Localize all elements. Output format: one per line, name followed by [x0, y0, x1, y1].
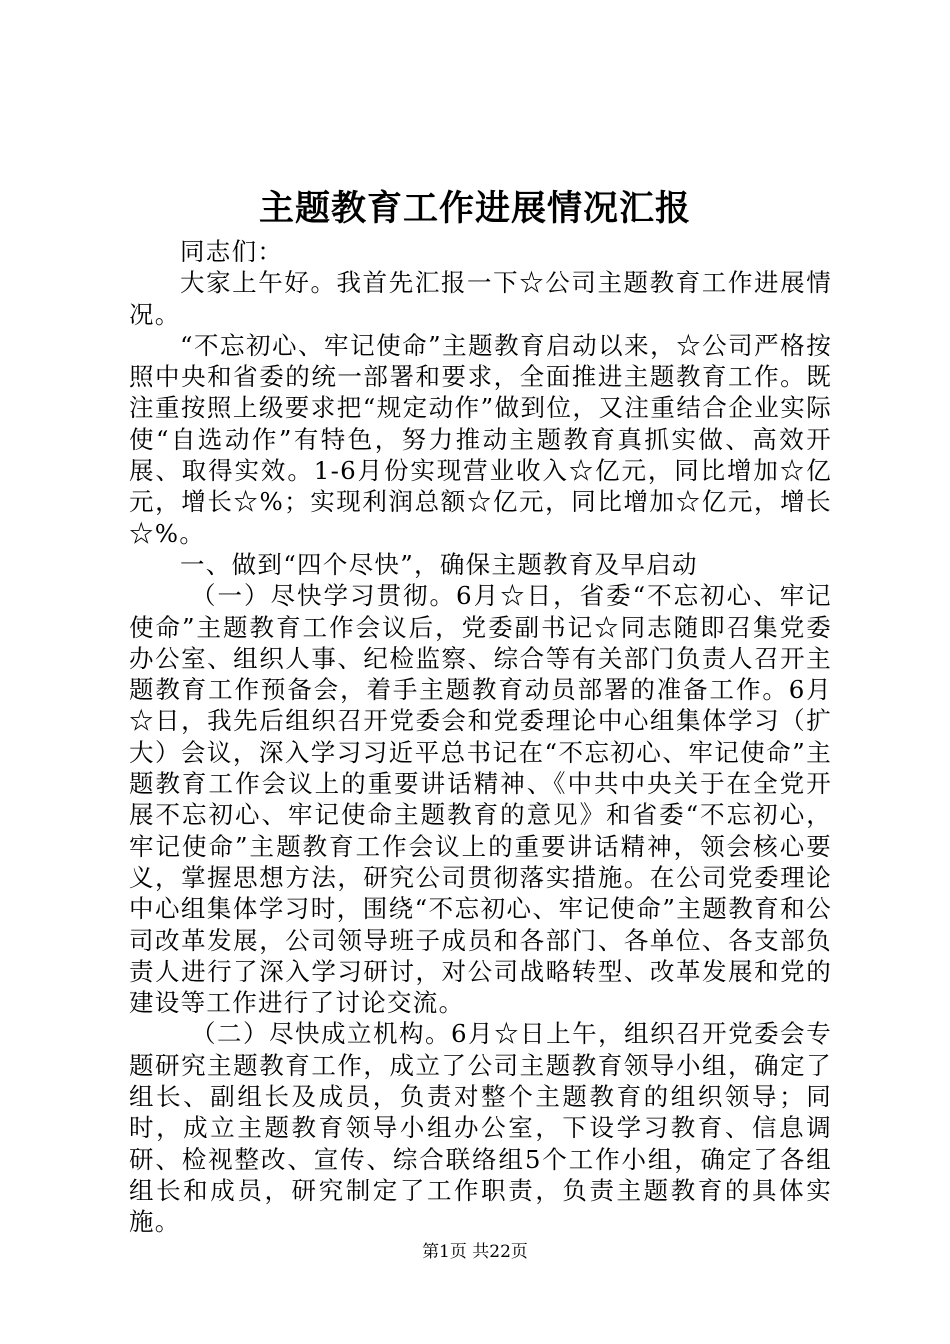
subsection-paragraph-2: （二）尽快成立机构。6月☆日上午，组织召开党委会专题研究主题教育工作，成立了公司主题教育领导小组，确定了组长、副组长及成员，负责对整个主题教育的组织领导；同时，成立主题教育领导小组办公室，下设学习教育、信息调研、检视整改、宣传、综合联络组5个工作小组，确定了各组组长和成员，研究制定了工作职责，负责主题教育的具体实施。 — [129, 1019, 832, 1237]
page-number-footer: 第1页 共22页 — [422, 1242, 528, 1262]
section-heading-1: 一、做到“四个尽快”，确保主题教育及早启动 — [180, 549, 698, 579]
salutation-paragraph: 同志们： — [180, 237, 284, 266]
subsection-paragraph-1: （一）尽快学习贯彻。6月☆日，省委“不忘初心、牢记使命”主题教育工作会议后，党委副书记☆同志随即召集党委办公室、组织人事、纪检监察、综合等有关部门负责人召开主题教育工作预备会，着手主题教育动员部署的准备工作。6月☆日，我先后组织召开党委会和党委理论中心组集体学习（扩大）会议，深入学习习近平总书记在“不忘初心、牢记使命”主题教育工作会议上的重要讲话精神、《中共中央关于在全党开展不忘初心、牢记使命主题教育的意见》和省委“不忘初心，牢记使命”主题教育工作会议上的重要讲话精神，领会核心要义，掌握思想方法，研究公司贯彻落实措施。在公司党委理论中心组集体学习时，围绕“不忘初心、牢记使命”主题教育和公司改革发展，公司领导班子成员和各部门、各单位、各支部负责人进行了深入学习研讨，对公司战略转型、改革发展和党的建设等工作进行了讨论交流。 — [129, 581, 832, 1018]
document-body — [129, 236, 832, 1238]
document-title: 主题教育工作进展情况汇报 — [258, 188, 691, 229]
opening-paragraph: 大家上午好。我首先汇报一下☆公司主题教育工作进展情况。 — [129, 268, 832, 329]
overview-paragraph: “不忘初心、牢记使命”主题教育启动以来，☆公司严格按照中央和省委的统一部署和要求，全面推进主题教育工作。既注重按照上级要求把“规定动作”做到位，又注重结合企业实际使“自选动作”有特色，努力推动主题教育真抓实做、高效开展、取得实效。1-6月份实现营业收入☆亿元，同比增加☆亿元，增长☆%；实现利润总额☆亿元，同比增加☆亿元，增长☆%。 — [129, 330, 832, 548]
